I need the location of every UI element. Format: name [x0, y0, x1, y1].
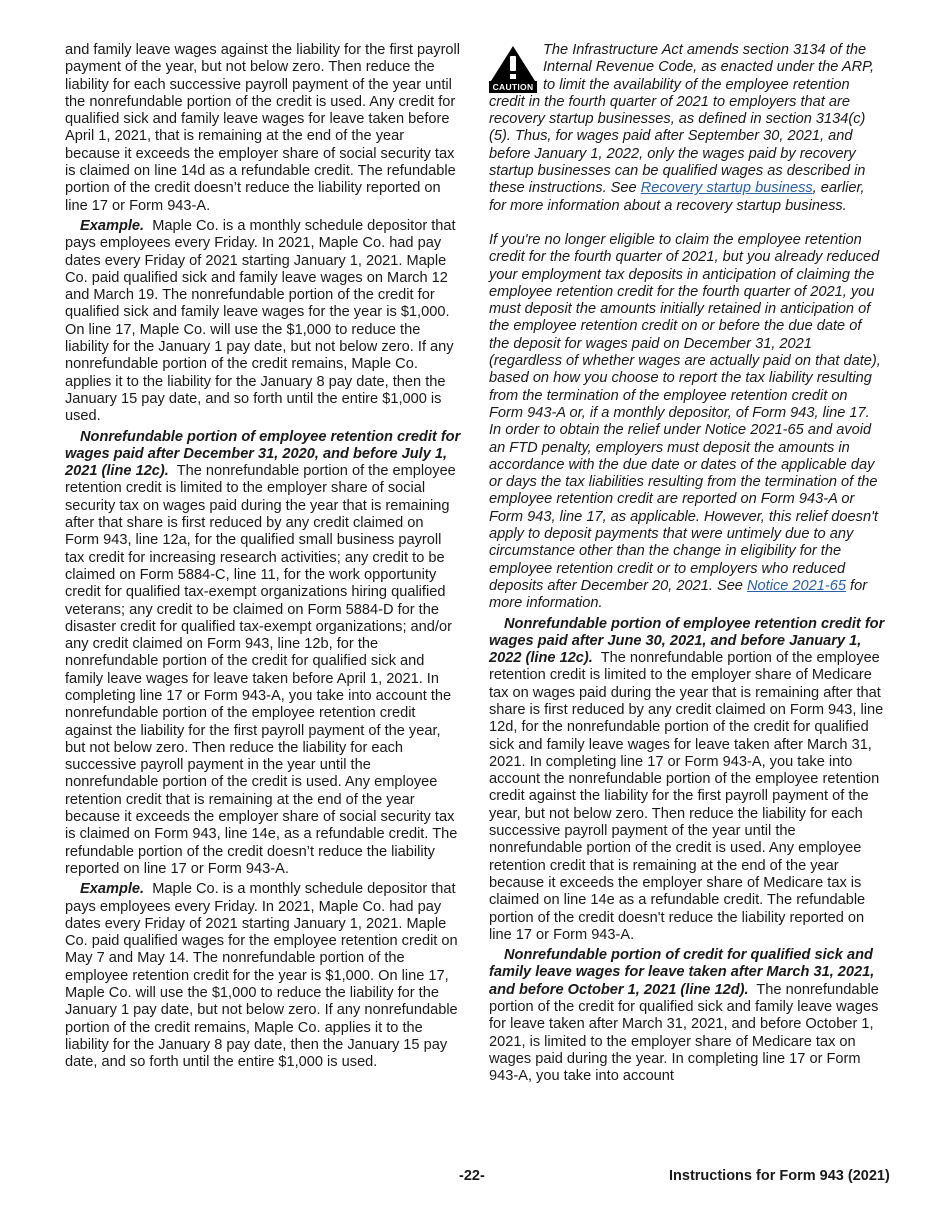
- section-heading: Nonrefundable portion of credit for qualified sick and family leave wages for leave taken after March 31, 2021, and before October 1, 2021 (line 12d).: [489, 947, 875, 998]
- section-text: The nonrefundable portion of the credit for qualified sick and family leave wages for leave taken after March 31, 2021, and before October 1, 2021, is limited to the employer share of Medicare tax on wages paid during the year. In completing line 17 or Form 943-A, you take into account: [489, 981, 879, 1085]
- section-line-12d: [489, 947, 885, 1085]
- notice-text-a: If you're no longer eligible to claim the employee retention credit for the fourth quarter of 2021, but you already reduced your employment tax deposits in anticipation of claiming the employee retention credit for the fourth quarter of 2021, you must deposit the amounts initially retained in anticipation of the employee retention credit on or before the due date of the deposit for wages paid on December 31, 2021 (regardless of whether wages are actually paid on that date), based on how you choose to report the tax liability resulting from the termination of the employee retention credit on Form 943-A or, if a monthly depositor, of Form 943, line 17. In order to obtain the relief under Notice 2021-65 and avoid an FTD penalty, employers must deposit the amounts in accordance with the due date or dates of the applicable day or days the tax liabilities resulting from the termination of the employee retention credit are reported on Form 943-A or Form 943, line 17, as applicable. However, this relief doesn't apply to deposit payments that were untimely due to any circumstance other than the change in eligibility for the employee retention credit or to employers who reduced deposits after December 20, 2021. See: [489, 231, 881, 594]
- caution-label: CAUTION: [489, 81, 537, 93]
- section-heading: Nonrefundable portion of employee retention credit for wages paid after December 31, 2020, and before July 1, 2021 (line 12c).: [65, 428, 461, 480]
- section-line-12c-first: [65, 429, 461, 879]
- example-label: Example.: [80, 881, 145, 898]
- section-text: The nonrefundable portion of the employee retention credit is limited to the employer share of Medicare tax on wages paid during the year that is remaining after that share is first reduced by any credit claimed on Form 943, line 12d, for the nonrefundable portion of the credit for qualified sick and family leave wages for leave taken after March 31, 2021. In completing line 17 or Form 943-A, you take into account the nonrefundable portion of the employee retention credit against the liability for the first payroll payment of the year, but not below zero. Then reduce the liability for each successive payroll payment of the year until the nonrefundable portion of the credit is used. Any employee retention credit that is remaining at the end of the year because it exceeds the employer share of Medicare tax is claimed on line 14e as a refundable credit. The refundable portion of the credit doesn't reduce the liability reported on line 17 or Form 943-A.: [489, 650, 884, 943]
- notice-2021-65-link[interactable]: Notice 2021-65: [747, 577, 846, 594]
- caution-icon: [489, 45, 537, 93]
- left-column: [65, 42, 461, 1072]
- notice-text-b: for more information.: [489, 577, 868, 612]
- recovery-startup-business-link[interactable]: Recovery startup business: [640, 180, 813, 197]
- section-heading: Nonrefundable portion of employee retention credit for wages paid after June 30, 2021, and before January 1, 2022 (line 12c).: [489, 615, 885, 667]
- section-line-12c-second: [489, 616, 885, 945]
- warning-triangle-icon: [489, 45, 537, 81]
- page-number: -22-: [459, 1168, 485, 1184]
- paragraph-continuation: and family leave wages against the liability for the first payroll payment of the year, but not below zero. Then reduce the liability for each successive payroll payment of the year until the nonrefundable portion of the credit is used. Any credit for qualified sick and family leave wages for leave taken before April 1, 2021, that is remaining at the end of the year because it exceeds the employer share of social security tax is claimed on line 14d as a refundable credit. The refundable portion of the credit doesn’t reduce the liability reported on line 17 or Form 943-A.: [65, 42, 461, 214]
- section-text: The nonrefundable portion of the employee retention credit is limited to the employer share of social security tax on wages paid during the year that is remaining after that share is first reduced by any credit claimed on Form 943, line 12a, for the qualified small business payroll tax credit for increasing research activities; any credit to be claimed on Form 5884-C, line 11, for the work opportunity credit for qualified tax-exempt organizations hiring qualified veterans; any credit to be claimed on Form 5884-D for the disaster credit for qualified tax-exempt organizations; and/or any credit claimed on Form 943, line 12b, for the nonrefundable portion of the credit for qualified sick and family leave wages for leave taken before April 1, 2021. In completing line 17 or Form 943-A, you take into account the nonrefundable portion of the employee retention credit against the liability for the first payroll payment of the year, but not below zero. Then reduce the liability for each successive payroll payment in the year until the nonrefundable portion of the credit is used. Any employee retention credit that is remaining at the end of the year because it exceeds the employer share of social security tax is claimed on Form 943, line 14e, as a refundable credit. The refundable portion of the credit doesn’t reduce the liability reported on line 17 or Form 943-A.: [65, 463, 458, 877]
- example-text: Maple Co. is a monthly schedule depositor that pays employees every Friday. In 2021, Maple Co. had pay dates every Friday of 2021 starting January 1, 2021. Maple Co. paid qualified wages for the employee retention credit on May 7 and May 14. The nonrefundable portion of the employee retention credit for the year is $1,000. On line 17, Maple Co. will use the $1,000 to reduce the liability for the January 1 pay date, but not below zero. If any nonrefundable portion of the credit remains, Maple Co. applies it to the liability for the January 8 pay date, then the January 15 pay date, and so forth until the entire $1,000 is used.: [65, 881, 458, 1071]
- caution-note: [489, 42, 885, 215]
- right-column: [489, 42, 885, 1086]
- example-text: Maple Co. is a monthly schedule depositor that pays employees every Friday. In 2021, Maple Co. had pay dates every Friday of 2021 starting January 1, 2021. Maple Co. paid qualified sick and family leave wages on March 12 and March 19. The nonrefundable portion of the credit for qualified sick and family leave wages for the year is $1,000. On line 17, Maple Co. will use the $1,000 to reduce the liability for the January 1 pay date, but not below zero. If any nonrefundable portion of the credit remains, Maple Co. applies it to the liability for the January 8 pay date, then the January 15 pay date, and so forth until the entire $1,000 is used.: [65, 217, 456, 425]
- notice-paragraph: [489, 232, 885, 613]
- caution-text-a: The Infrastructure Act amends section 3134 of the Internal Revenue Code, as enacted under the ARP, to limit the availability of the employee retention credit in the fourth quarter of 2021 to employers that are recovery startup businesses, as defined in section 3134(c)(5). Thus, for wages paid after September 30, 2021, and before January 1, 2022, only the wages paid by recovery startup businesses can be qualified wages as described in these instructions. See: [489, 42, 875, 197]
- example-label: Example.: [80, 217, 145, 234]
- document-title: Instructions for Form 943 (2021): [669, 1168, 890, 1184]
- caution-text: [489, 42, 885, 215]
- caution-text-b: , earlier, for more information about a recovery startup business.: [489, 180, 865, 214]
- example-paragraph-2: [65, 881, 461, 1071]
- example-paragraph-1: [65, 218, 461, 426]
